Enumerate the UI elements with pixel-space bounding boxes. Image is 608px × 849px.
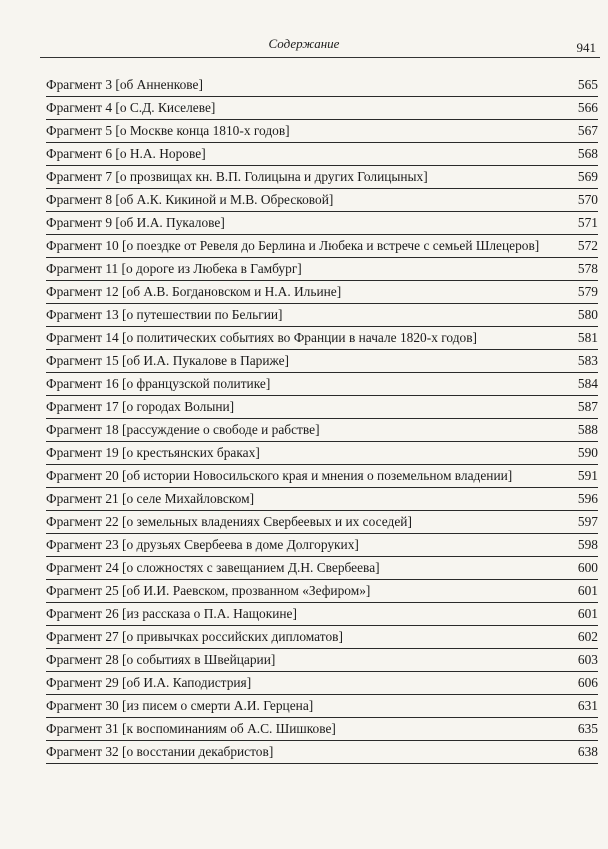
toc-entry-title: Фрагмент 13 [о путешествии по Бельгии] [46, 307, 283, 322]
toc-entry-title: Фрагмент 19 [о крестьянских браках] [46, 445, 260, 460]
toc-entry-title: Фрагмент 6 [о Н.А. Норове] [46, 146, 206, 161]
toc-entry-title: Фрагмент 10 [о поездке от Ревеля до Берлина и Любека и встрече с семьей Шлецеров] [46, 238, 540, 253]
toc-entry-page: 590 [577, 445, 598, 460]
toc-entry [46, 603, 598, 626]
toc-entry-page: 567 [577, 123, 598, 138]
toc-entry [46, 304, 598, 327]
toc-entry-title: Фрагмент 11 [о дороге из Любека в Гамбург] [46, 261, 302, 276]
toc-entry [46, 350, 598, 373]
toc-entry [46, 143, 598, 166]
toc-entry-title: Фрагмент 27 [о привычках российских дипломатов] [46, 629, 343, 644]
toc-entry [46, 212, 598, 235]
table-of-contents [46, 74, 598, 764]
page-number: 941 [576, 40, 596, 55]
toc-entry-page: 580 [577, 307, 598, 322]
toc-entry [46, 258, 598, 281]
toc-entry-page: 601 [577, 583, 598, 598]
toc-entry-title: Фрагмент 14 [о политических событиях во Франции в начале 1820-х годов] [46, 330, 478, 345]
toc-entry [46, 327, 598, 350]
toc-entry-title: Фрагмент 8 [об А.К. Кикиной и М.В. Обресковой] [46, 192, 334, 207]
toc-entry-page: 579 [577, 284, 598, 299]
toc-entry-page: 566 [577, 100, 598, 115]
toc-entry [46, 97, 598, 120]
toc-entry-title: Фрагмент 26 [из рассказа о П.А. Нащокине] [46, 606, 297, 621]
toc-entry-title: Фрагмент 20 [об истории Новосильского края и мнения о поземельном владении] [46, 468, 513, 483]
toc-entry [46, 741, 598, 764]
toc-entry [46, 419, 598, 442]
toc-entry [46, 672, 598, 695]
toc-entry-page: 635 [577, 721, 598, 736]
header-rule [40, 57, 600, 58]
toc-entry-title: Фрагмент 24 [о сложностях с завещанием Д.Н. Свербеева] [46, 560, 380, 575]
running-header [0, 0, 608, 62]
toc-entry-title: Фрагмент 15 [об И.А. Пукалове в Париже] [46, 353, 290, 368]
toc-entry-page: 597 [577, 514, 598, 529]
toc-entry-page: 601 [577, 606, 598, 621]
toc-entry [46, 649, 598, 672]
toc-entry-page: 570 [577, 192, 598, 207]
running-header-title: Содержание [268, 36, 340, 51]
toc-entry-page: 578 [577, 261, 598, 276]
toc-entry [46, 511, 598, 534]
toc-entry-title: Фрагмент 4 [о С.Д. Киселеве] [46, 100, 216, 115]
toc-entry-title: Фрагмент 22 [о земельных владениях Свербеевых и их соседей] [46, 514, 412, 529]
toc-entry [46, 235, 598, 258]
toc-entry-title: Фрагмент 31 [к воспоминаниям об А.С. Шишкове] [46, 721, 336, 736]
toc-entry-page: 581 [577, 330, 598, 345]
toc-entry [46, 695, 598, 718]
toc-entry-page: 565 [577, 77, 598, 92]
toc-entry [46, 442, 598, 465]
toc-entry-page: 603 [577, 652, 598, 667]
toc-entry [46, 488, 598, 511]
toc-entry [46, 120, 598, 143]
toc-entry [46, 281, 598, 304]
toc-entry-page: 569 [577, 169, 598, 184]
toc-entry-title: Фрагмент 7 [о прозвищах кн. В.П. Голицына и других Голицыных] [46, 169, 428, 184]
toc-entry-page: 588 [577, 422, 598, 437]
toc-entry-page: 568 [577, 146, 598, 161]
toc-entry [46, 396, 598, 419]
toc-entry-page: 631 [577, 698, 598, 713]
toc-entry-title: Фрагмент 5 [о Москве конца 1810-х годов] [46, 123, 290, 138]
toc-entry-page: 596 [577, 491, 598, 506]
toc-entry-title: Фрагмент 28 [о событиях в Швейцарии] [46, 652, 276, 667]
toc-entry-title: Фрагмент 12 [об А.В. Богдановском и Н.А. Ильине] [46, 284, 342, 299]
toc-entry [46, 626, 598, 649]
toc-entry-title: Фрагмент 21 [о селе Михайловском] [46, 491, 255, 506]
toc-entry-page: 606 [577, 675, 598, 690]
toc-entry-page: 638 [577, 744, 598, 759]
toc-entry-title: Фрагмент 32 [о восстании декабристов] [46, 744, 274, 759]
toc-entry-page: 591 [577, 468, 598, 483]
toc-entry-title: Фрагмент 18 [рассуждение о свободе и рабстве] [46, 422, 320, 437]
toc-entry-page: 572 [577, 238, 598, 253]
toc-entry [46, 580, 598, 603]
toc-entry [46, 373, 598, 396]
toc-entry [46, 465, 598, 488]
toc-entry-title: Фрагмент 25 [об И.И. Раевском, прозванном «Зефиром»] [46, 583, 371, 598]
toc-entry-title: Фрагмент 17 [о городах Волыни] [46, 399, 235, 414]
toc-entry-page: 587 [577, 399, 598, 414]
toc-entry [46, 718, 598, 741]
toc-entry-page: 583 [577, 353, 598, 368]
toc-entry [46, 557, 598, 580]
toc-entry-title: Фрагмент 30 [из писем о смерти А.И. Герцена] [46, 698, 314, 713]
toc-entry [46, 166, 598, 189]
toc-entry-title: Фрагмент 3 [об Анненкове] [46, 77, 203, 92]
toc-entry-title: Фрагмент 16 [о французской политике] [46, 376, 271, 391]
toc-entry [46, 534, 598, 557]
toc-entry-page: 598 [577, 537, 598, 552]
toc-entry-page: 602 [577, 629, 598, 644]
toc-entry-page: 600 [577, 560, 598, 575]
toc-entry-title: Фрагмент 23 [о друзьях Свербеева в доме Долгоруких] [46, 537, 359, 552]
toc-entry-page: 571 [577, 215, 598, 230]
toc-entry-page: 584 [577, 376, 598, 391]
toc-entry [46, 74, 598, 97]
toc-entry [46, 189, 598, 212]
toc-entry-title: Фрагмент 29 [об И.А. Каподистрия] [46, 675, 252, 690]
toc-entry-title: Фрагмент 9 [об И.А. Пукалове] [46, 215, 225, 230]
